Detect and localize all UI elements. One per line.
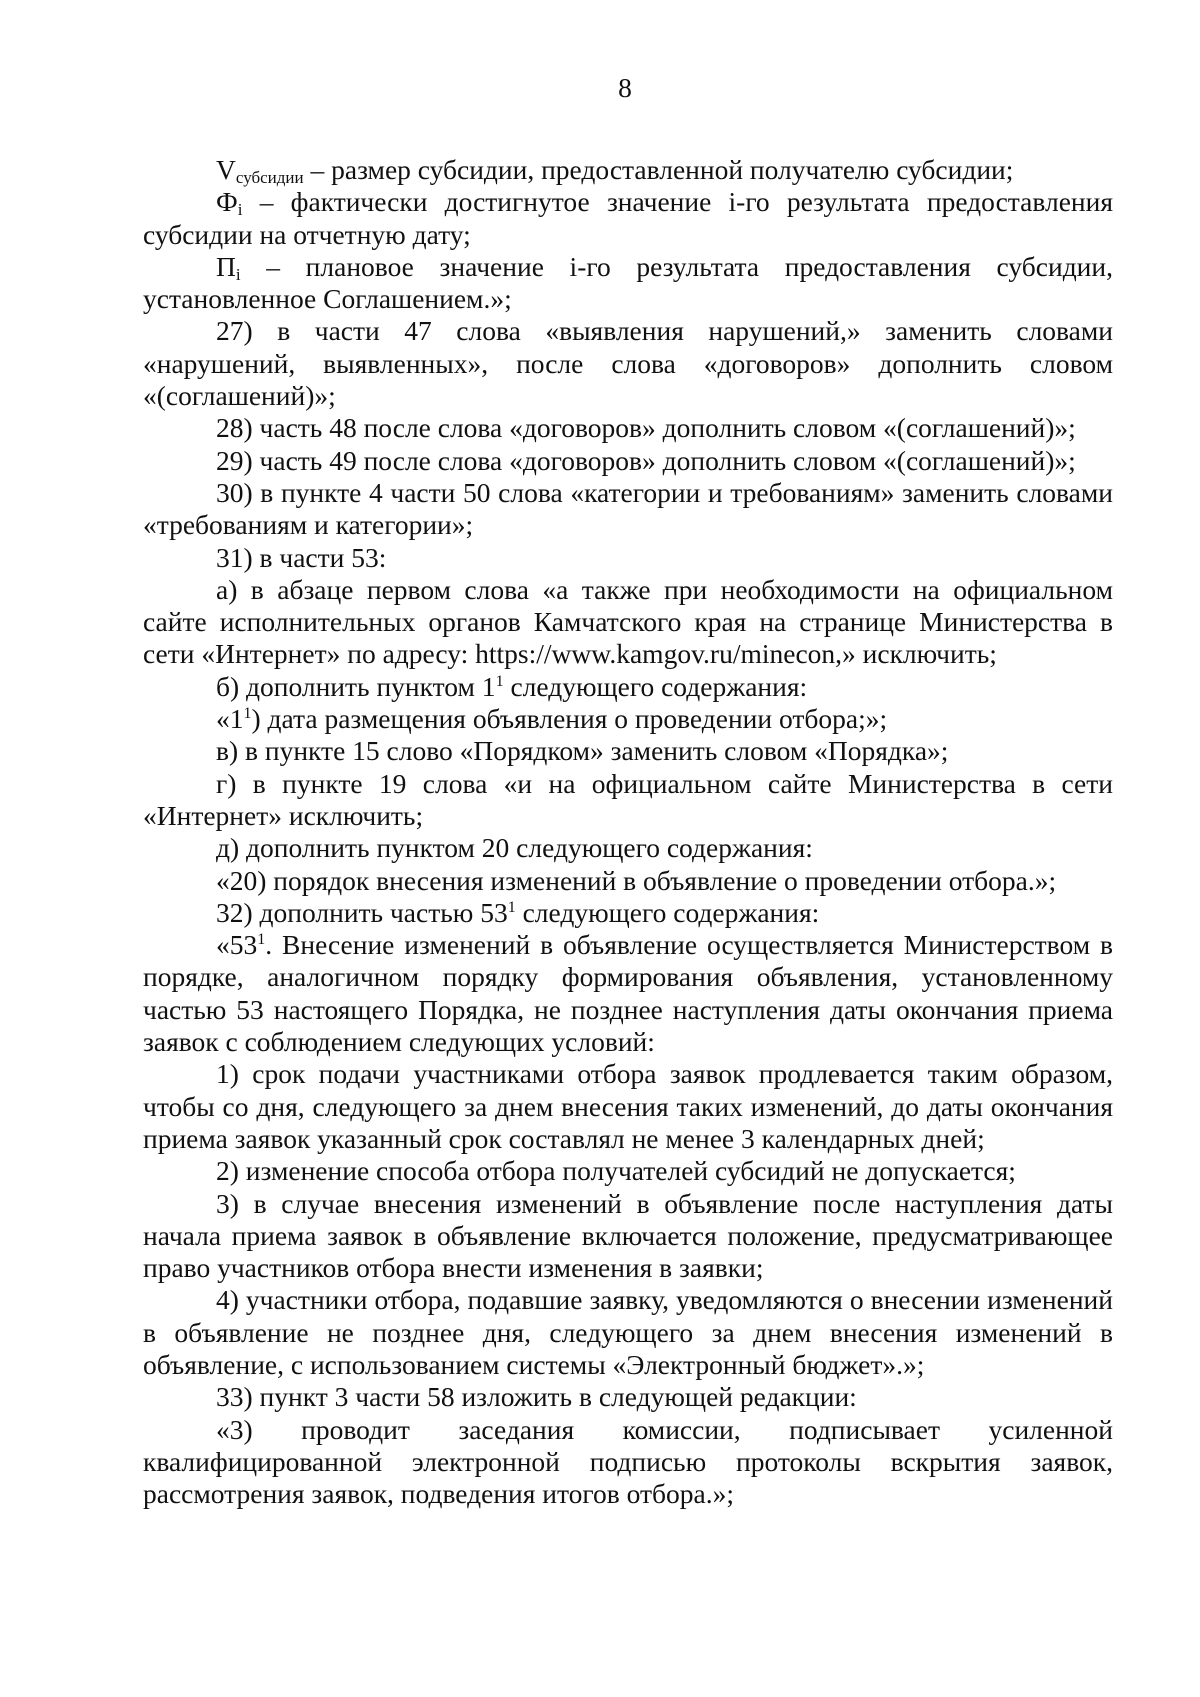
subscript: субсидии <box>235 168 304 187</box>
text-fragment: «53 <box>216 929 258 961</box>
text-fragment: Ф <box>216 186 238 218</box>
paragraph-quote-1-1 <box>143 703 1113 735</box>
paragraph-item-31-v: в) в пункте 15 слово «Порядком» заменить словом «Порядка»; <box>216 735 949 767</box>
paragraph-item-31-g: г) в пункте 19 слова «и на официальном сайте Министерства в сети «Интернет» исключить; <box>143 767 1113 831</box>
paragraph-item-27: 27) в части 47 слова «выявления нарушений,» заменить словами «нарушений, выявленных», после слова «договоров» дополнить словом «(соглашений)»; <box>143 315 1113 412</box>
subscript: i <box>235 264 241 284</box>
paragraph-condition-2: 2) изменение способа отбора получателей субсидий не допускается; <box>216 1155 1016 1187</box>
text-fragment: V <box>216 154 236 185</box>
text-fragment: – фактически достигнутое значение i-го результата предоставления субсидии на отчетную дату; <box>143 186 1113 250</box>
paragraph-pi <box>143 251 1113 316</box>
paragraph-v-subsidy <box>143 154 1113 186</box>
text-fragment: – плановое значение i-го результата предоставления субсидии, установленное Соглашением.»; <box>143 250 1113 315</box>
paragraph-item-30: 30) в пункте 4 части 50 слова «категории и требованиям» заменить словами «требованиям и категории»; <box>143 476 1113 541</box>
paragraph-quote-3: «3) проводит заседания комиссии, подписывает усиленной квалифицированной электронной подписью протоколы вскрытия заявок, рассмотрения заявок, подведения итогов отбора.»; <box>143 1413 1113 1510</box>
text-fragment: 32) дополнить частью 53 <box>216 896 508 928</box>
superscript: 1 <box>243 705 252 723</box>
subscript: i <box>237 200 243 220</box>
paragraph-item-31-d: д) дополнить пунктом 20 следующего содержания: <box>216 832 813 864</box>
paragraph-quote-53-1 <box>143 929 1113 1058</box>
superscript: 1 <box>257 931 266 949</box>
text-fragment: следующего содержания: <box>503 670 808 702</box>
paragraph-item-31-b <box>143 671 1113 703</box>
superscript: 1 <box>495 672 504 690</box>
paragraph-condition-4: 4) участники отбора, подавшие заявку, уведомляются о внесении изменений в объявление не позднее дня, следующего за днем внесения изменений в объявление, с использованием системы «Электронный бюджет».»; <box>143 1284 1113 1380</box>
paragraph-item-29: 29) часть 49 после слова «договоров» дополнить словом «(соглашений)»; <box>216 444 1076 476</box>
text-fragment: П <box>216 250 236 282</box>
paragraph-item-31-a: а) в абзаце первом слова «а также при необходимости на официальном сайте исполнительных органов Камчатского края на странице Министерства в сети «Интернет» по адресу: https://www.kamgov.ru/minecon,» исключить; <box>143 573 1113 670</box>
text-fragment: . Внесение изменений в объявление осуществляется Министерством в порядке, аналогичном порядку формирования объявления, установленному частью 53 настоящего Порядка, не позднее наступления даты окончания приема заявок с соблюдением следующих условий: <box>143 929 1113 1058</box>
text-fragment: ) дата размещения объявления о проведении отбора;»; <box>251 703 888 735</box>
paragraph-phi <box>143 186 1113 251</box>
text-fragment: б) дополнить пунктом 1 <box>216 670 496 702</box>
paragraph-item-32 <box>143 897 1113 929</box>
text-fragment: – размер субсидии, предоставленной получателю субсидии; <box>303 154 1014 185</box>
page-number: 8 <box>618 72 632 103</box>
text-fragment: «1 <box>216 703 244 735</box>
text-fragment: следующего содержания: <box>515 896 820 928</box>
paragraph-item-33: 33) пункт 3 части 58 изложить в следующей редакции: <box>216 1381 857 1413</box>
paragraph-condition-1: 1) срок подачи участниками отбора заявок продлевается таким образом, чтобы со дня, следующего за днем внесения таких изменений, до даты окончания приема заявок указанный срок составлял не менее 3 календарных дней; <box>143 1058 1113 1154</box>
paragraph-item-28: 28) часть 48 после слова «договоров» дополнить словом «(соглашений)»; <box>216 412 1076 444</box>
document-body <box>143 154 1113 1510</box>
paragraph-condition-3: 3) в случае внесения изменений в объявление после наступления даты начала приема заявок в объявление включается положение, предусматривающее право участников отбора внести изменения в заявки; <box>143 1187 1113 1284</box>
superscript: 1 <box>507 898 516 916</box>
paragraph-quote-20: «20) порядок внесения изменений в объявление о проведении отбора.»; <box>216 864 1057 896</box>
paragraph-item-31: 31) в части 53: <box>216 541 387 573</box>
